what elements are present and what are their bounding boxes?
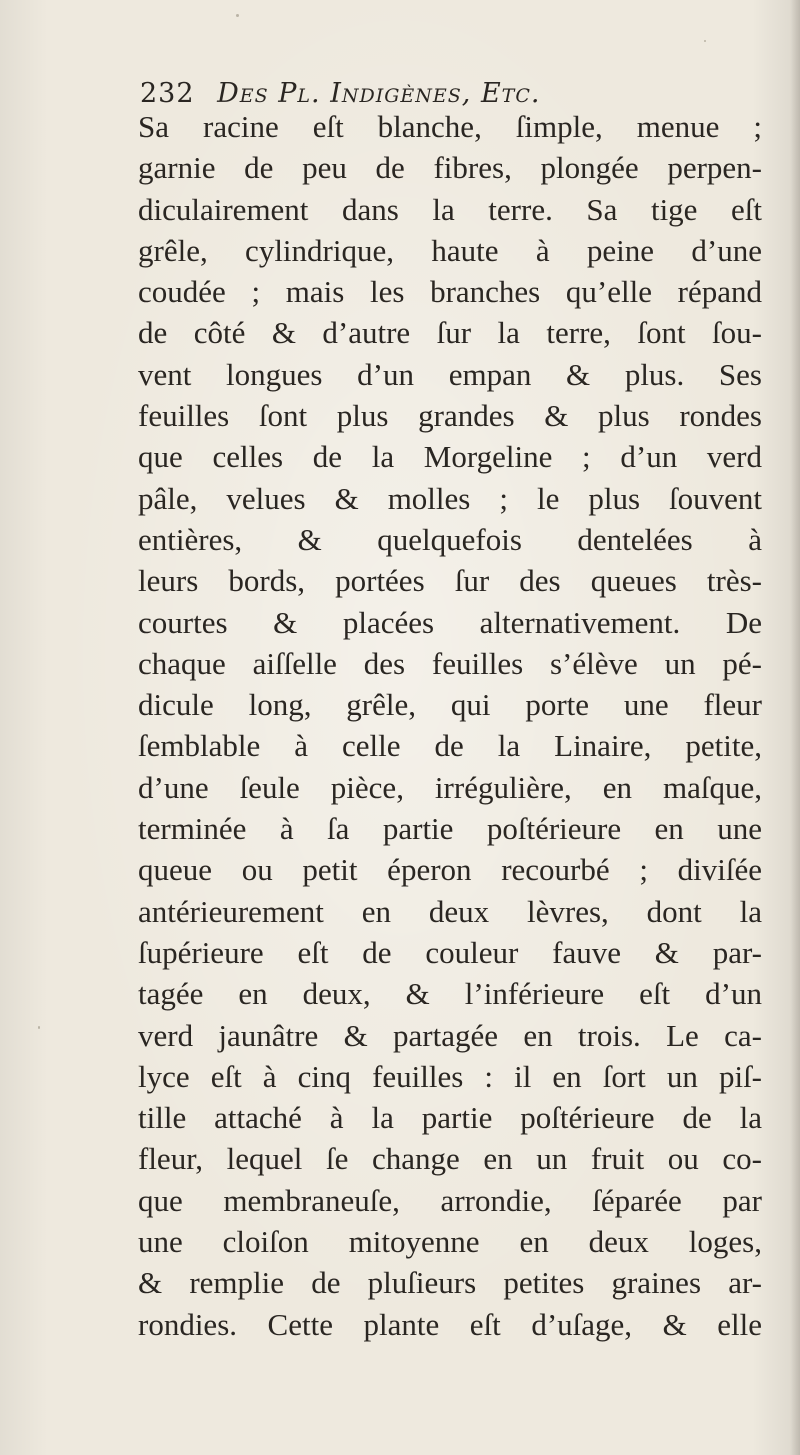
- text-line: tille attaché à la partie poſtérieure de la: [138, 1100, 762, 1136]
- text-line: fleur, lequel ſe change en un fruit ou co-: [138, 1141, 762, 1177]
- text-line: vent longues d’un empan & plus. Ses: [138, 356, 762, 392]
- text-line: d’une ſeule pièce, irrégulière, en maſque,: [138, 769, 762, 805]
- text-line: ſemblable à celle de la Linaire, petite,: [138, 728, 762, 764]
- text-line: de côté & d’autre ſur la terre, ſont ſou-: [138, 315, 762, 351]
- text-line: garnie de peu de fibres, plongée perpen-: [138, 150, 762, 186]
- text-line: feuilles ſont plus grandes & plus rondes: [138, 398, 762, 434]
- running-title: Des Pl. Indigènes, Etc.: [217, 78, 541, 109]
- text-line: pâle, velues & molles ; le plus ſouvent: [138, 480, 762, 516]
- text-line: que celles de la Morgeline ; d’un verd: [138, 439, 762, 475]
- text-line: queue ou petit éperon recourbé ; diviſée: [138, 852, 762, 888]
- body-text: [138, 106, 778, 1345]
- text-line: dicule long, grêle, qui porte une fleur: [138, 687, 762, 723]
- paper-speck: [38, 1026, 40, 1029]
- text-line: chaque aiſſelle des feuilles s’élève un pé-: [138, 645, 762, 681]
- text-line: tagée en deux, & l’inférieure eſt d’un: [138, 976, 762, 1012]
- text-line: lyce eſt à cinq feuilles : il en ſort un piſ-: [138, 1058, 762, 1094]
- text-line: terminée à ſa partie poſtérieure en une: [138, 811, 762, 847]
- paper-speck: [704, 40, 706, 42]
- text-line: leurs bords, portées ſur des queues très-: [138, 563, 762, 599]
- paper-speck: [236, 14, 239, 17]
- text-line: grêle, cylindrique, haute à peine d’une: [138, 232, 762, 268]
- text-line: une cloiſon mitoyenne en deux loges,: [138, 1224, 762, 1260]
- text-line: ſupérieure eſt de couleur fauve & par-: [138, 934, 762, 970]
- page-number: 232: [140, 78, 195, 109]
- paper-speck: [756, 990, 759, 992]
- text-line: courtes & placées alternativement. De: [138, 604, 762, 640]
- text-line: diculairement dans la terre. Sa tige eſt: [138, 191, 762, 227]
- text-line: que membraneuſe, arrondie, ſéparée par: [138, 1182, 762, 1218]
- text-line: Sa racine eſt blanche, ſimple, menue ;: [138, 109, 762, 144]
- text-line: antérieurement en deux lèvres, dont la: [138, 893, 762, 929]
- text-line: & remplie de pluſieurs petites graines ar-: [138, 1265, 762, 1301]
- text-line: coudée ; mais les branches qu’elle répand: [138, 274, 762, 310]
- text-line: entières, & quelquefois dentelées à: [138, 521, 762, 557]
- page-edge-shadow: [790, 0, 800, 1455]
- text-line: verd jaunâtre & partagée en trois. Le ca-: [138, 1017, 762, 1053]
- text-line: rondies. Cette plante eſt d’uſage, & elle: [138, 1306, 762, 1342]
